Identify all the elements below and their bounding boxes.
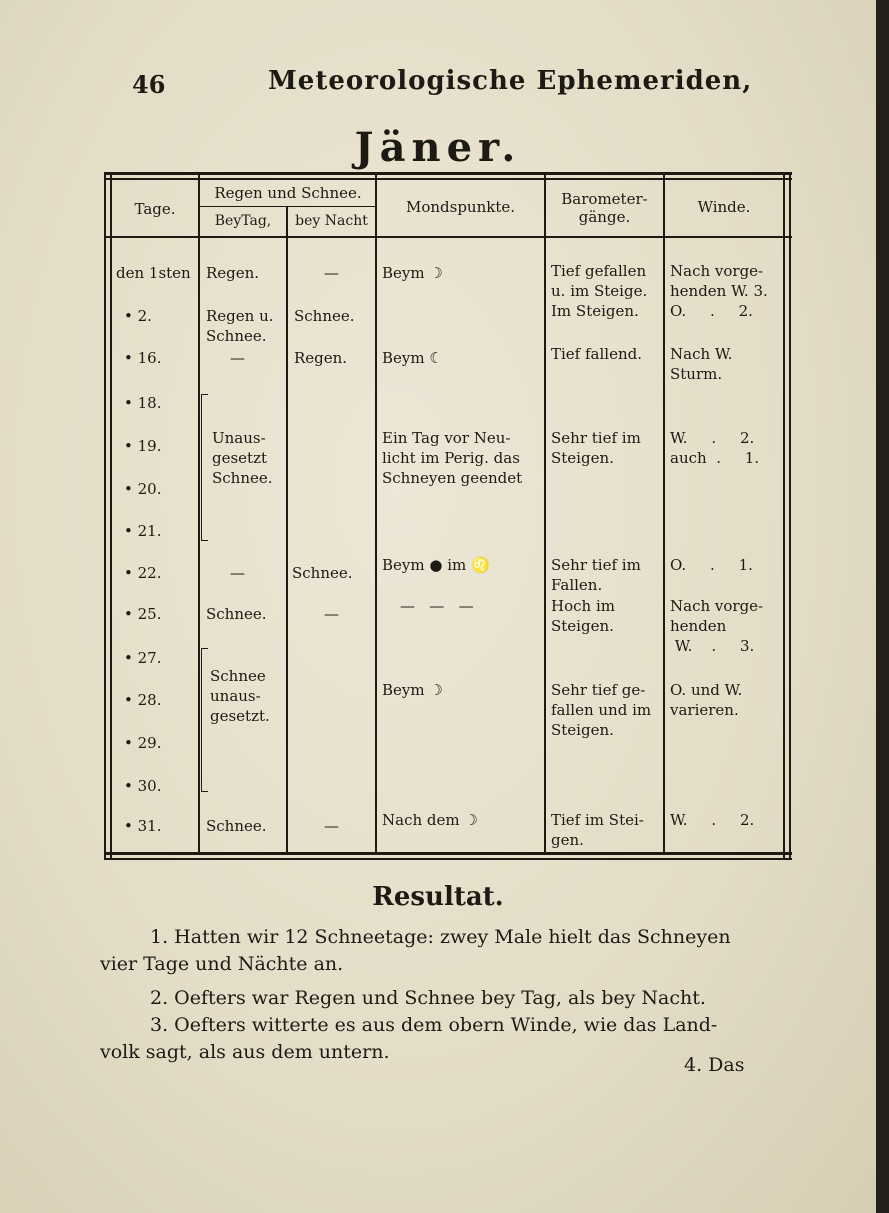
table-top-rule bbox=[104, 172, 792, 175]
header-bey-tag: BeyTag, bbox=[214, 213, 272, 229]
brace-19 bbox=[201, 394, 208, 541]
table-cell-winde: O. . 1. bbox=[670, 556, 753, 574]
table-cell-tage: • 22. bbox=[124, 564, 162, 582]
table-cell-tag: Regen. bbox=[206, 264, 260, 282]
page-number: 46 bbox=[132, 70, 166, 99]
result-line: volk sagt, als aus dem untern. bbox=[100, 1041, 390, 1063]
table-cell-winde: W. . 2. bbox=[670, 811, 755, 829]
table-cell-tage: • 20. bbox=[124, 480, 162, 498]
book-edge bbox=[876, 0, 889, 1213]
table-cell-nacht: Regen. bbox=[294, 349, 348, 367]
table-cell-tage: • 31. bbox=[124, 817, 162, 835]
table-cell-winde: Nach vorge- henden W. 3. O. . 2. bbox=[670, 262, 768, 320]
month-title: Jäner. bbox=[354, 124, 522, 171]
table-cell-tag: — bbox=[230, 349, 245, 367]
table-cell-nacht: — bbox=[324, 605, 339, 623]
result-line: 1. Hatten wir 12 Schneetage: zwey Male hielt das Schneyen bbox=[150, 926, 731, 948]
header-barometer: Barometer- gänge. bbox=[561, 190, 648, 226]
table-cell-tage: • 2. bbox=[124, 307, 152, 325]
table-cell-tage: • 27. bbox=[124, 649, 162, 667]
table-cell-winde: Nach vorge- henden W. . 3. bbox=[670, 597, 764, 655]
table-right-border bbox=[783, 175, 785, 858]
table-cell-tage: den 1sten bbox=[116, 264, 191, 282]
header-tage: Tage. bbox=[134, 200, 176, 218]
table-cell-nacht: — bbox=[324, 817, 339, 835]
table-bottom-rule-thin bbox=[104, 858, 792, 860]
table-cell-baro: Tief fallend. bbox=[551, 345, 642, 363]
col-divider-5 bbox=[663, 175, 665, 852]
result-line: 3. Oefters witterte es aus dem obern Winde, wie das Land- bbox=[150, 1014, 718, 1036]
table-cell-mond: — — — bbox=[400, 597, 474, 615]
table-cell-tage: • 25. bbox=[124, 605, 162, 623]
col-divider-4 bbox=[544, 175, 546, 852]
result-line: 2. Oefters war Regen und Schnee bey Tag, als bey Nacht. bbox=[150, 987, 706, 1009]
header-mondspunkte: Mondspunkte. bbox=[405, 198, 516, 216]
table-left-border-inner bbox=[110, 175, 112, 858]
table-cell-tag: Regen u. Schnee. bbox=[206, 307, 274, 345]
table-cell-mond: Nach dem ☽ bbox=[382, 811, 478, 829]
table-cell-baro: Sehr tief ge- fallen und im Steigen. bbox=[551, 681, 652, 739]
table-cell-tage: • 30. bbox=[124, 777, 162, 795]
col-divider-1 bbox=[198, 175, 200, 852]
table-cell-winde: W. . 2. auch . 1. bbox=[670, 429, 760, 467]
table-bottom-rule bbox=[104, 852, 792, 855]
table-cell-nacht: Schnee. bbox=[292, 564, 353, 582]
result-line: vier Tage und Nächte an. bbox=[100, 953, 344, 975]
catchword: 4. Das bbox=[684, 1054, 745, 1076]
header-rule bbox=[104, 236, 792, 238]
table-cell-baro: Tief im Stei- gen. bbox=[551, 811, 644, 849]
table-cell-tag: Schnee. bbox=[206, 605, 267, 623]
header-bey-nacht: bey Nacht bbox=[295, 213, 368, 229]
col-divider-3 bbox=[375, 175, 377, 852]
table-cell-baro: Sehr tief im Fallen. bbox=[551, 556, 641, 594]
table-cell-winde: O. und W. varieren. bbox=[670, 681, 743, 719]
table-left-border bbox=[104, 175, 106, 858]
running-head: Meteorologische Ephemeriden, bbox=[268, 66, 753, 96]
table-cell-mond: Beym ☾ bbox=[382, 349, 443, 367]
table-top-rule-thin bbox=[104, 178, 792, 180]
table-cell-mond: Beym ● im ♌ bbox=[382, 556, 490, 574]
header-regen-schnee: Regen und Schnee. bbox=[214, 184, 362, 202]
table-cell-baro: Hoch im Steigen. bbox=[551, 597, 615, 635]
table-cell-tage: • 19. bbox=[124, 437, 162, 455]
table-cell-nacht: — bbox=[324, 264, 339, 282]
table-cell-baro: Sehr tief im Steigen. bbox=[551, 429, 641, 467]
table-cell-tag: — bbox=[230, 564, 245, 582]
table-cell-tag: Schnee. bbox=[206, 817, 267, 835]
table-cell-nacht: Schnee. bbox=[294, 307, 355, 325]
table-cell-tage: • 28. bbox=[124, 691, 162, 709]
table-cell-mond: Beym ☽ bbox=[382, 681, 443, 699]
table-cell-tage: • 18. bbox=[124, 394, 162, 412]
table-cell-baro: Tief gefallen u. im Steige. Im Steigen. bbox=[551, 262, 648, 320]
table-cell-mond: Ein Tag vor Neu- licht im Perig. das Schneyen geendet bbox=[382, 429, 523, 487]
result-title: Resultat. bbox=[372, 882, 504, 912]
table-cell-tage: • 16. bbox=[124, 349, 162, 367]
brace-28 bbox=[201, 648, 208, 792]
table-cell-mond: Beym ☽ bbox=[382, 264, 443, 282]
table-cell-tag: Unaus- gesetzt Schnee. bbox=[212, 429, 273, 487]
table-cell-winde: Nach W. Sturm. bbox=[670, 345, 733, 383]
table-cell-tage: • 29. bbox=[124, 734, 162, 752]
header-winde: Winde. bbox=[697, 198, 751, 216]
table-cell-tag: Schnee unaus- gesetzt. bbox=[210, 667, 270, 725]
sub-header-rule bbox=[200, 206, 376, 207]
col-divider-2 bbox=[286, 206, 288, 852]
table-right-border-inner bbox=[789, 175, 791, 858]
table-cell-tage: • 21. bbox=[124, 522, 162, 540]
